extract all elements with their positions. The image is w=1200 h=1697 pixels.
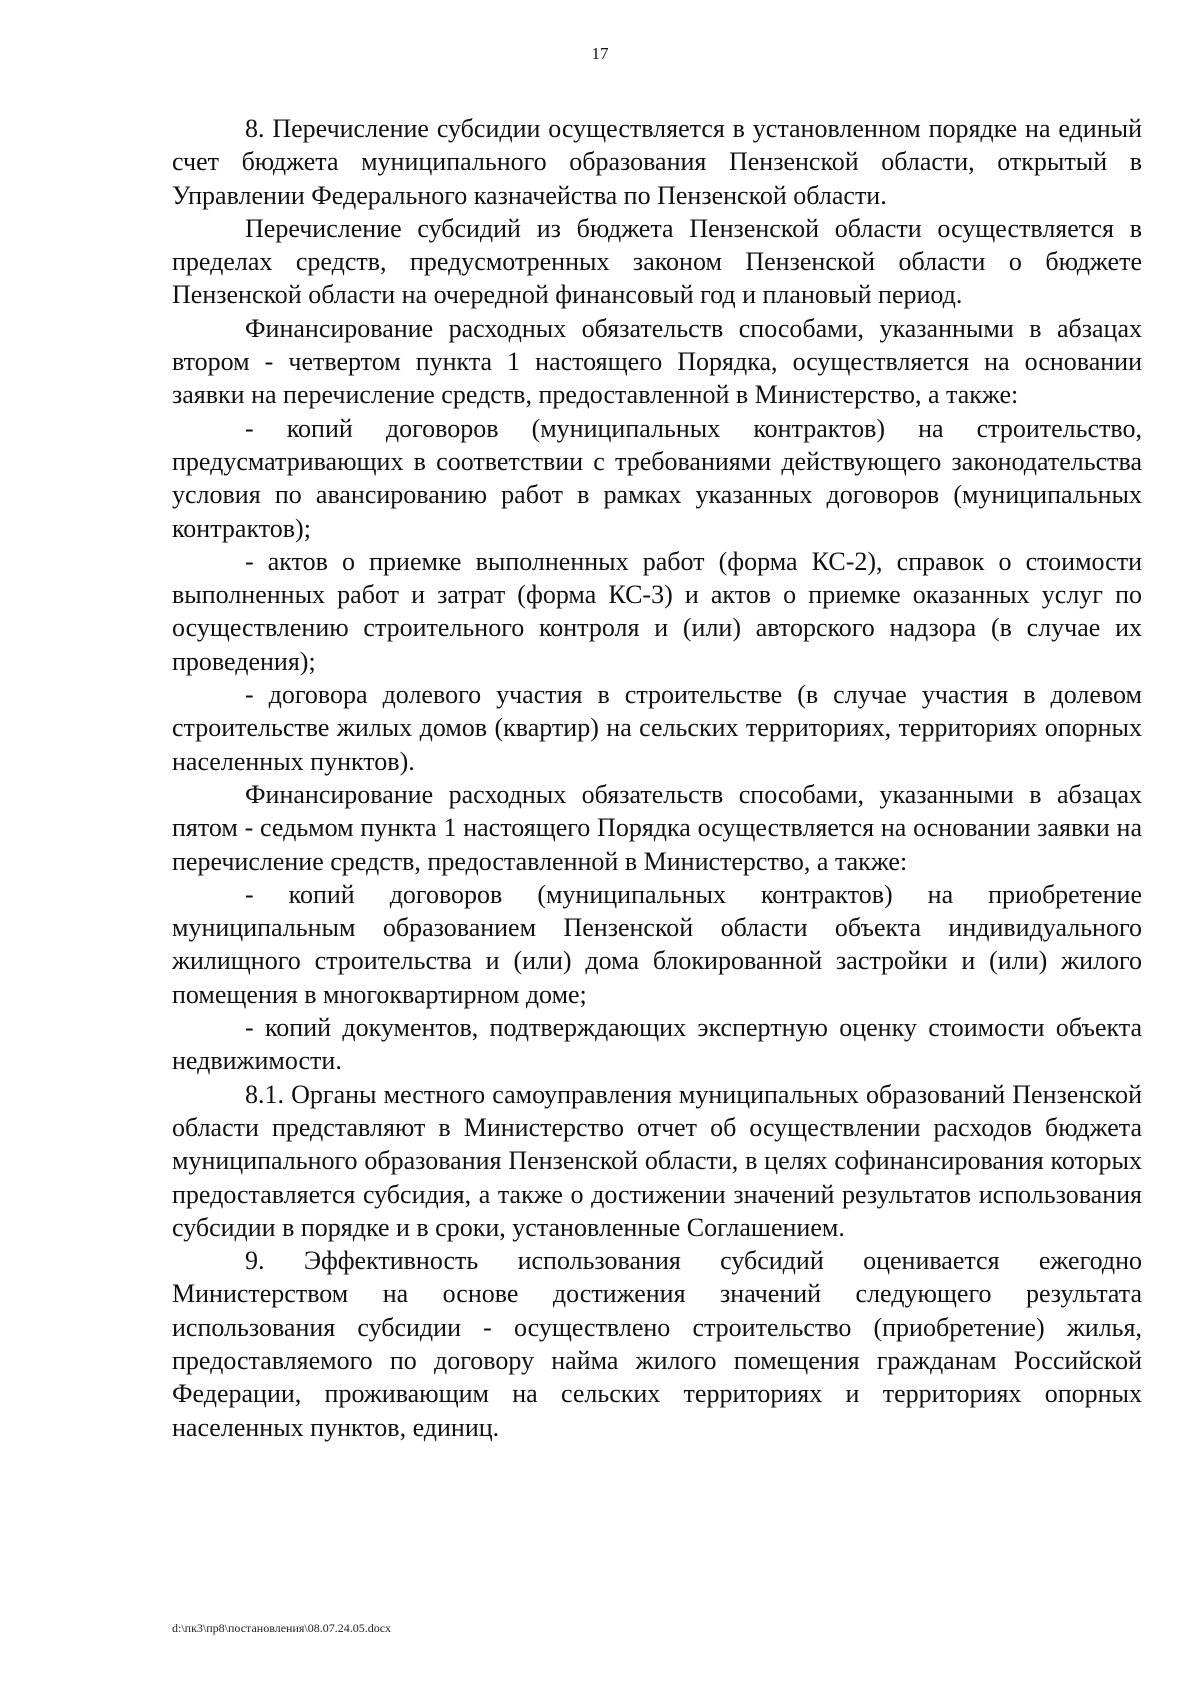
paragraph-financing-2-4: Финансирование расходных обязательств способами, указанными в абзацах втором - четвертом пункта 1 настоящего Порядка, осуществляется на основании заявки на перечисление средств, предоставленной в Министерство, а также: [172, 313, 1142, 410]
page-number: 17 [591, 44, 609, 63]
paragraph-8-transfer: 8. Перечисление субсидии осуществляется в установленном порядке на единый счет бюджета муниципального образования Пензенской области, открытый в Управлении Федерального казначейства по Пензенской области. [172, 114, 1142, 210]
paragraph-8-1-report: 8.1. Органы местного самоуправления муниципальных образований Пензенской области представляют в Министерство отчет об осуществлении расходов бюджета муниципального образования Пензенской области, в целях софинансирования которых предоставляется субсидия, а также о достижении значений результатов использования субсидии в порядке и в сроки, установленные Соглашением. [172, 1079, 1142, 1242]
paragraph-budget-limits: Перечисление субсидий из бюджета Пензенской области осуществляется в пределах средств, предусмотренных законом Пензенской области о бюджете Пензенской области на очередной финансовый год и плановый период. [172, 213, 1142, 310]
paragraph-financing-5-7: Финансирование расходных обязательств способами, указанными в абзацах пятом - седьмом пункта 1 настоящего Порядка осуществляется на основании заявки на перечисление средств, предоставленной в Министерство, а также: [172, 779, 1142, 876]
list-item-shared-construction: - договора долевого участия в строительстве (в случае участия в долевом строительстве жилых домов (квартир) на сельских территориях, территориях опорных населенных пунктов). [172, 680, 1142, 776]
list-item-acquisition-contracts: - копий договоров (муниципальных контрактов) на приобретение муниципальным образованием Пензенской области объекта индивидуального жилищного строительства и (или) дома блокированной застройки и (или) жилого помещения в многоквартирном доме; [172, 879, 1142, 1009]
list-item-appraisal-documents: - копий документов, подтверждающих экспертную оценку стоимости объекта недвижимости. [172, 1013, 1142, 1076]
paragraph-9-effectiveness: 9. Эффективность использования субсидий оценивается ежегодно Министерством на основе достижения значений следующего результата использования субсидии - осуществлено строительство (приобретение) жилья, предоставляемого по договору найма жилого помещения гражданам Российской Федерации, проживающим на сельских территориях и территориях опорных населенных пунктов, единиц. [172, 1246, 1142, 1442]
list-item-contract-copies: - копий договоров (муниципальных контрактов) на строительство, предусматривающих в соответствии с требованиями действующего законодательства условия по авансированию работ в рамках указанных договоров (муниципальных контрактов); [172, 413, 1142, 543]
list-item-acceptance-acts: - актов о приемке выполненных работ (форма КС-2), справок о стоимости выполненных работ и затрат (форма КС-3) и актов о приемке оказанных услуг по осуществлению строительного контроля и (или) авторского надзора (в случае их проведения); [172, 546, 1142, 676]
footer-file-path: d:\пк3\пр8\постановления\08.07.24.05.docx [172, 1621, 392, 1635]
document-body [172, 112, 1142, 1444]
